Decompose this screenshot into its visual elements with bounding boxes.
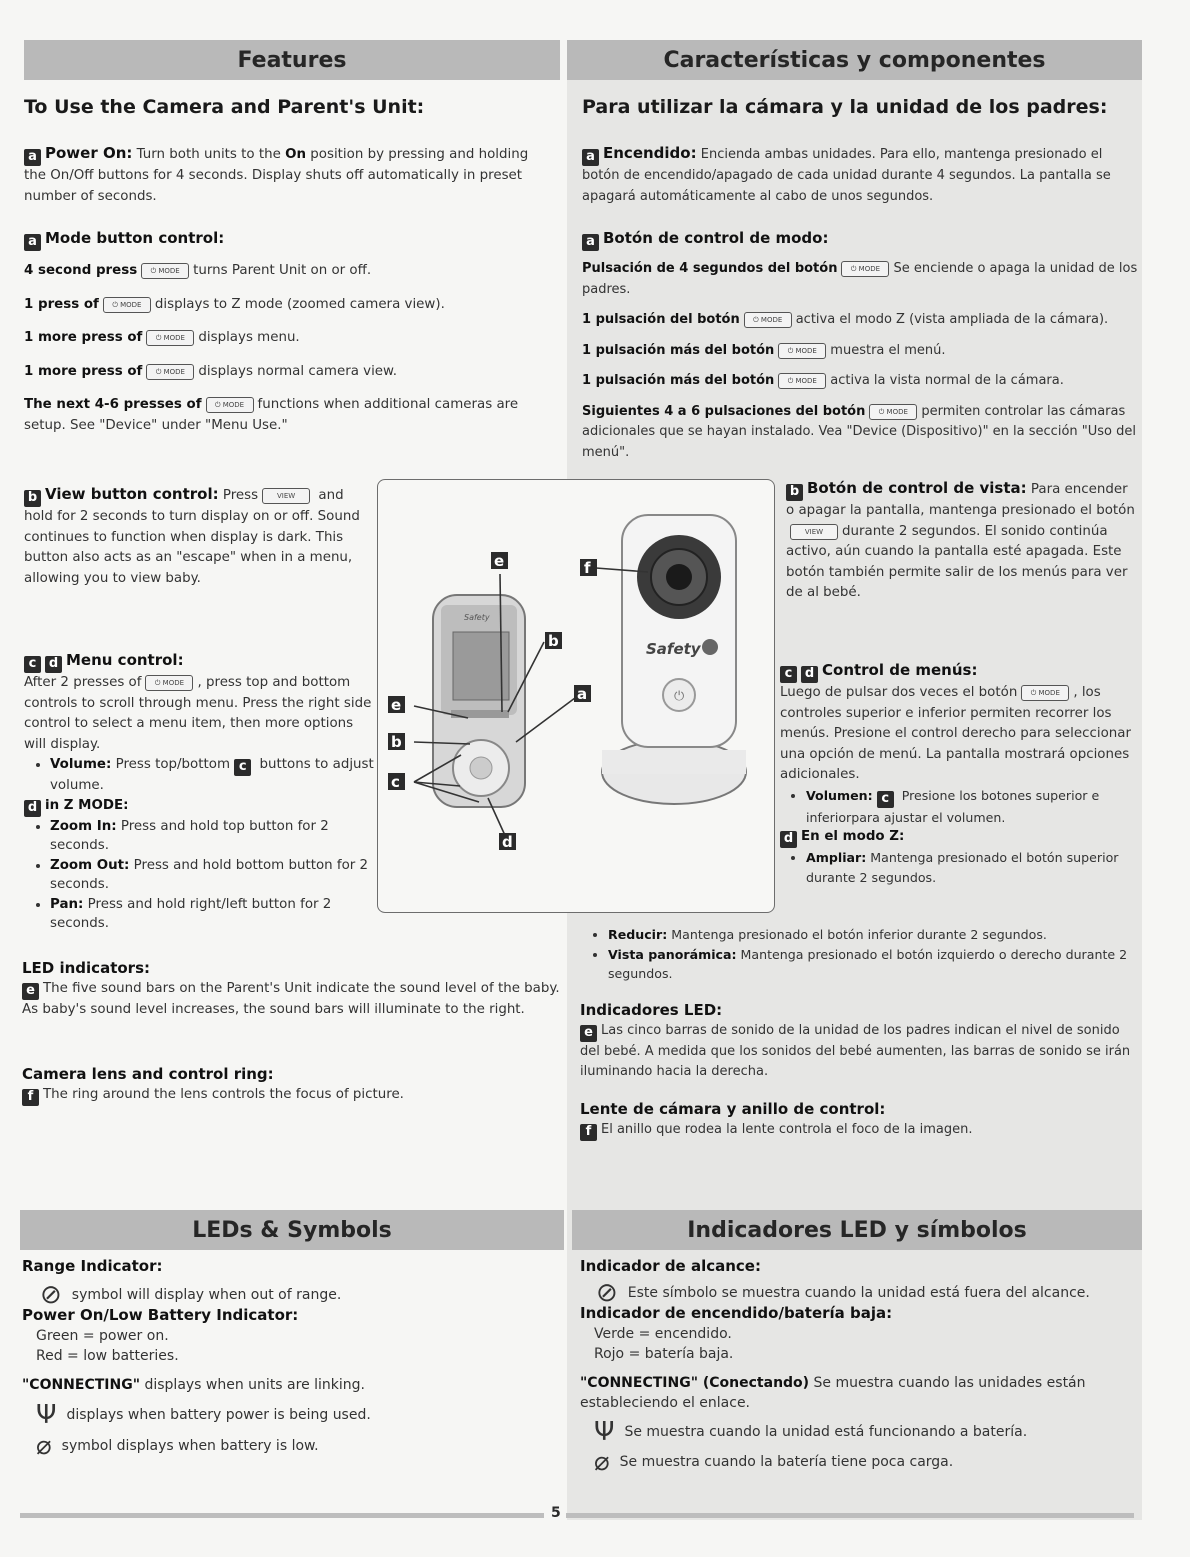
svg-text:⏻: ⏻ (674, 689, 685, 704)
en-battery-text: displays when battery power is being used. (66, 1407, 371, 1423)
leds-title-en: LEDs & Symbols (192, 1217, 392, 1243)
en-mode-title: Mode button control: (45, 229, 225, 247)
es-reducir-item (608, 925, 1138, 945)
es-menu-t2: , los controles superior e inferior permiten recorrer los menús. Presione el control derecho para seleccionar una opción de menú. La pantalla mostrará opciones adicionales. (780, 685, 1131, 782)
es-red: Rojo = batería baja. (594, 1346, 734, 1362)
en-menu-t1: After 2 presses of (24, 675, 142, 690)
en-mode-r5-b: The next 4-6 presses of (24, 397, 202, 412)
mode-button-icon: ⏻ MODE (141, 263, 189, 279)
features-title: Features (237, 47, 347, 73)
es-menu-continued (582, 925, 1138, 984)
en-lens-title: Camera lens and control ring: (22, 1065, 274, 1083)
es-power-section (582, 143, 1140, 207)
es-battery-text: Se muestra cuando la unidad está funcionando a batería. (624, 1423, 1028, 1440)
es-green: Verde = encendido. (594, 1325, 732, 1342)
en-lens-section (22, 1064, 562, 1106)
es-amp-b: Ampliar: (806, 850, 867, 865)
badge-e: e (22, 983, 39, 1000)
en-view-section (24, 484, 374, 589)
callout-e1: e (494, 552, 505, 570)
en-vol-b: Volume: (50, 757, 112, 772)
caracteristicas-band (567, 40, 1142, 80)
en-volume-item (50, 755, 374, 796)
en-power-title: Power On: (45, 144, 133, 162)
es-mode-r3-b: 1 pulsación más del botón (582, 342, 775, 358)
es-use-heading: Para utilizar la cámara y la unidad de los padres: (582, 96, 1108, 118)
antenna-icon: Ψ (594, 1416, 615, 1447)
es-menu-section (780, 660, 1140, 887)
antenna-icon: Ψ (36, 1400, 57, 1430)
es-lens-section (580, 1099, 1136, 1141)
es-mode-r1-b: Pulsación de 4 segundos del botón (582, 261, 838, 276)
badge-c: c (780, 666, 797, 683)
badge-f: f (580, 1124, 597, 1141)
es-led-text: Las cinco barras de sonido de la unidad de los padres indican el nivel de sonido del bebé. A medida que los sonidos del bebé aumenten, las barras de sonido se irán iluminando hacia la derecha. (580, 1022, 1131, 1079)
es-mode-r2-t: activa el modo Z (vista ampliada de la cámara). (795, 312, 1109, 327)
es-pan-b: Vista panorámica: (608, 946, 737, 962)
en-red: Red = low batteries. (36, 1348, 179, 1364)
es-range-title: Indicador de alcance: (580, 1257, 761, 1275)
en-view-press: Press (222, 488, 259, 503)
leds-band-es (572, 1210, 1142, 1250)
callout-b1: b (548, 632, 559, 650)
en-mode-r5-t: functions when additional cameras are setup. See "Device" under "Menu Use." (24, 397, 519, 433)
es-led-title: Indicadores LED: (580, 1001, 723, 1019)
en-power-title: Power On/Low Battery Indicator: (22, 1306, 299, 1324)
en-connecting-t: displays when units are linking. (144, 1376, 366, 1393)
es-pan-t: Mantenga presionado el botón izquierdo o derecho durante 2 segundos. (608, 946, 1128, 981)
en-led-section (22, 958, 562, 1020)
en-mode-r2-b: 1 press of (24, 296, 99, 312)
en-zin-t: Press and hold top button for 2 seconds. (50, 818, 329, 853)
en-mode-r1-b: 4 second press (24, 263, 138, 278)
es-connecting-t: Se muestra cuando las unidades están estableciendo el enlace. (580, 1374, 1086, 1411)
es-mode-r4-b: 1 pulsación más del botón (582, 373, 775, 388)
page-number: 5 (551, 1505, 561, 1521)
en-lens-text: The ring around the lens controls the focus of picture. (43, 1086, 404, 1102)
en-range-text: symbol will display when out of range. (71, 1286, 342, 1303)
badge-d: d (801, 666, 818, 683)
es-mode-section (582, 228, 1140, 463)
callout-d: d (502, 833, 513, 851)
es-range-text: Este símbolo se muestra cuando la unidad está fuera del alcance. (627, 1284, 1090, 1301)
en-use-heading: To Use the Camera and Parent's Unit: (24, 96, 425, 118)
en-zoomout-item (50, 856, 374, 895)
es-pan-item (608, 945, 1138, 984)
en-led-text: The five sound bars on the Parent's Unit indicate the sound level of the baby. As baby's sound level increases, the sound bars will illuminate to the right. (22, 980, 560, 1017)
en-vol-t2: buttons to adjust volume. (50, 757, 374, 793)
mode-button-icon: ⏻ MODE (1021, 685, 1069, 701)
badge-c: c (24, 656, 41, 673)
badge-d: d (45, 656, 62, 673)
badge-c: c (234, 759, 251, 776)
low-battery-icon: ⌀ (36, 1430, 52, 1461)
mode-button-icon: ⏻ MODE (841, 261, 889, 277)
en-power-text2: position by pressing and holding the On/Off buttons for 4 seconds. Display shuts off automatically in preset number of seconds. (24, 147, 529, 204)
en-pan-item (50, 895, 374, 934)
callout-e2: e (391, 696, 402, 714)
es-lens-title: Lente de cámara y anillo de control: (580, 1100, 886, 1118)
badge-d: d (780, 831, 797, 848)
es-view-t1: Para encender o apagar la pantalla, mantenga presionado el botón (786, 482, 1135, 518)
product-diagram (377, 479, 775, 913)
footer-line-right (566, 1513, 1134, 1518)
en-mode-r4-b: 1 more press of (24, 363, 143, 379)
es-mode-r4-t: activa la vista normal de la cámara. (830, 373, 1064, 388)
badge-a: a (582, 149, 599, 166)
es-low-text: Se muestra cuando la batería tiene poca carga. (619, 1454, 954, 1470)
no-signal-icon: ⊘ (40, 1279, 62, 1310)
en-green: Green = power on. (36, 1327, 169, 1344)
view-button-icon: VIEW (790, 524, 838, 540)
es-mode-r2-b: 1 pulsación del botón (582, 312, 740, 327)
es-leds-section (580, 1256, 1138, 1477)
footer-line-left (20, 1513, 544, 1518)
es-connecting-b: "CONNECTING" (Conectando) (580, 1374, 810, 1391)
es-view-title: Botón de control de vista: (807, 479, 1027, 497)
es-menu-t1: Luego de pulsar dos veces el botón (780, 685, 1018, 700)
es-power-title: Encendido: (603, 144, 697, 162)
callout-f: f (584, 559, 591, 577)
en-mode-section (24, 228, 554, 436)
en-connecting-b: "CONNECTING" (22, 1376, 141, 1393)
mode-button-icon: ⏻ MODE (778, 373, 826, 389)
mode-button-icon: ⏻ MODE (869, 404, 917, 420)
es-vol-b: Volumen: (806, 787, 873, 803)
mode-button-icon: ⏻ MODE (744, 312, 792, 328)
low-battery-icon: ⌀ (594, 1447, 610, 1477)
en-power-on: On (285, 147, 307, 162)
badge-a: a (24, 149, 41, 166)
features-band (24, 40, 560, 80)
en-view-title: View button control: (45, 485, 219, 503)
badge-e: e (580, 1025, 597, 1042)
en-zoomin-item (50, 817, 374, 856)
es-red-b: Reducir: (608, 927, 668, 942)
leds-band-en (20, 1210, 564, 1250)
es-view-t2: durante 2 segundos. El sonido continúa activo, aún cuando la pantalla esté apagada. Este botón también permite salir de los menús para ver de al bebé. (786, 523, 1128, 600)
es-mode-r5-t: permiten controlar las cámaras adicionales que se hayan instalado. Vea "Device (Dispositivo)" en la sección "Uso del menú". (582, 403, 1136, 460)
en-zmode: in Z MODE: (45, 797, 129, 813)
no-signal-icon: ⊘ (596, 1277, 618, 1308)
camera-brand: Safety (646, 640, 701, 658)
mode-button-icon: ⏻ MODE (146, 364, 194, 380)
devices-illustration (378, 480, 774, 912)
mode-button-icon: ⏻ MODE (778, 343, 826, 359)
es-amp-t: Mantenga presionado el botón superior durante 2 segundos. (806, 850, 1119, 885)
mode-button-icon: ⏻ MODE (145, 675, 193, 691)
es-mode-title: Botón de control de modo: (603, 229, 829, 247)
mode-button-icon: ⏻ MODE (146, 330, 194, 346)
callout-a: a (577, 685, 588, 703)
en-view-text: and hold for 2 seconds to turn display on or off. Sound continues to function when display is dark. This button also acts as an "escape" when in a menu, allowing you to view baby. (24, 488, 360, 586)
badge-f: f (22, 1089, 39, 1106)
badge-d: d (24, 800, 41, 817)
es-amp-item (806, 848, 1140, 887)
es-mode-r1-t: Se enciende o apaga la unidad de los padres. (582, 261, 1138, 297)
en-menu-title: Menu control: (66, 651, 184, 669)
en-range-title: Range Indicator: (22, 1257, 163, 1275)
en-vol-t1: Press top/bottom (115, 757, 230, 772)
en-zout-t: Press and hold bottom button for 2 seconds. (50, 857, 369, 892)
es-view-section (786, 478, 1138, 604)
parent-unit-brand: Safety (464, 613, 490, 622)
badge-b: b (786, 484, 803, 501)
badge-a: a (24, 234, 41, 251)
en-leds-section (22, 1256, 562, 1461)
en-mode-r1-t: turns Parent Unit on or off. (193, 263, 372, 278)
badge-b: b (24, 490, 41, 507)
es-red-t: Mantenga presionado el botón inferior durante 2 segundos. (671, 927, 1047, 942)
leds-title-es: Indicadores LED y símbolos (687, 1217, 1027, 1243)
es-mode-r5-b: Siguientes 4 a 6 pulsaciones del botón (582, 403, 866, 419)
es-mode-r3-t: muestra el menú. (830, 342, 946, 358)
es-zmode: En el modo Z: (801, 829, 905, 844)
es-lens-text: El anillo que rodea la lente controla el foco de la imagen. (601, 1121, 973, 1137)
en-mode-r2-t: displays to Z mode (zoomed camera view). (154, 296, 445, 312)
en-mode-r3-b: 1 more press of (24, 330, 143, 345)
en-zout-b: Zoom Out: (50, 857, 130, 873)
es-menu-title: Control de menús: (822, 661, 978, 679)
badge-a: a (582, 234, 599, 251)
callout-b2: b (391, 733, 402, 751)
en-power-section (24, 143, 544, 207)
caracteristicas-title: Características y componentes (663, 47, 1046, 73)
view-button-icon: VIEW (262, 488, 310, 504)
es-led-section (580, 1000, 1136, 1083)
en-pan-b: Pan: (50, 896, 84, 912)
es-volume-item (806, 786, 1140, 828)
en-led-title: LED indicators: (22, 959, 150, 977)
es-vol-t: Presione los botones superior e inferiorpara ajustar el volumen. (806, 787, 1100, 825)
en-pan-t: Press and hold right/left button for 2 seconds. (50, 896, 332, 931)
en-power-text1: Turn both units to the (136, 147, 281, 162)
mode-button-icon: ⏻ MODE (206, 397, 254, 413)
en-menu-t2: , press top and bottom controls to scroll through menu. Press the right side control to select a menu item, then more options will display. (24, 675, 372, 752)
es-power-title: Indicador de encendido/batería baja: (580, 1304, 893, 1322)
en-mode-r3-t: displays menu. (198, 330, 300, 345)
es-power-text: Encienda ambas unidades. Para ello, mantenga presionado el botón de encendido/apagado de cada unidad durante 4 segundos. La pantalla se apagará automáticamente al cabo de unos segundos. (582, 147, 1111, 204)
badge-c: c (877, 791, 894, 808)
en-menu-section (24, 650, 374, 934)
callout-c: c (391, 773, 400, 791)
en-zin-b: Zoom In: (50, 818, 117, 834)
en-mode-r4-t: displays normal camera view. (198, 363, 398, 379)
mode-button-icon: ⏻ MODE (103, 297, 151, 313)
en-low-text: symbol displays when battery is low. (61, 1437, 319, 1454)
